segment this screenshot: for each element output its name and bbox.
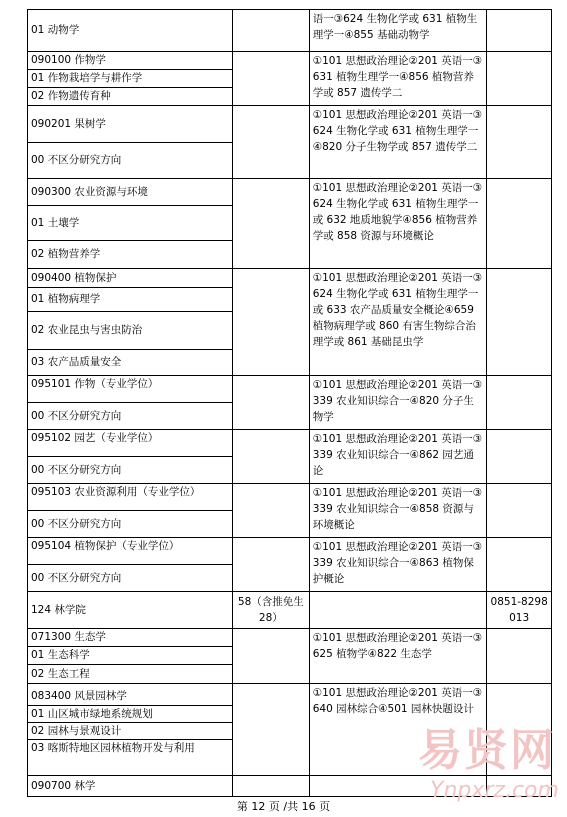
program-name: 095101 作物（专业学位） [31, 378, 159, 390]
program-cell [28, 484, 233, 538]
exam-subjects [309, 592, 487, 629]
program-row [28, 376, 552, 430]
program-row [28, 538, 552, 592]
exam-subjects: ①101 思想政治理论②201 英语一③624 生物化学或 631 植物生理学一④820 分子生物学或 857 遗传学二 [309, 106, 487, 179]
program-row [28, 10, 552, 52]
exam-subjects: ①101 思想政治理论②201 英语一③339 农业知识综合一④863 植物保护概论 [309, 538, 487, 592]
enrollment-plan [232, 179, 309, 269]
program-row [28, 179, 552, 269]
contact-phone [487, 269, 552, 376]
program-name: 03 农产品质量安全 [28, 349, 232, 375]
contact-phone [487, 179, 552, 269]
program-cell [28, 430, 233, 484]
contact-phone [487, 629, 552, 684]
program-name: 01 生态科学 [28, 646, 232, 664]
enrollment-plan [232, 629, 309, 684]
program-name: 00 不区分研究方向 [28, 564, 232, 591]
program-name: 090700 林学 [31, 780, 96, 792]
program-table-body [28, 10, 552, 797]
program-name: 090100 作物学 [31, 54, 106, 66]
contact-phone [487, 10, 552, 52]
program-row [28, 430, 552, 484]
page-footer: 第 12 页 /共 16 页 [236, 800, 331, 813]
program-name: 071300 生态学 [31, 631, 106, 643]
enrollment-plan [232, 430, 309, 484]
program-name: 00 不区分研究方向 [28, 142, 232, 178]
program-table [27, 9, 552, 797]
program-row [28, 592, 552, 629]
program-name: 095104 植物保护（专业学位） [31, 540, 180, 552]
program-cell [28, 684, 233, 776]
exam-subjects: ①101 思想政治理论②201 英语一③339 农业知识综合一④820 分子生物学 [309, 376, 487, 430]
exam-subjects: ①101 思想政治理论②201 英语一③624 生物化学或 631 植物生理学一或 632 地质地貌学④856 植物营养学或 858 资源与环境概论 [309, 179, 487, 269]
program-name: 01 动物学 [31, 24, 80, 36]
watermark-logo [418, 726, 563, 811]
contact-phone [487, 484, 552, 538]
program-name: 090201 果树学 [31, 118, 106, 130]
contact-phone [487, 430, 552, 484]
program-name: 02 园林与景观设计 [28, 722, 232, 739]
program-name: 083400 风景园林学 [31, 690, 127, 702]
enrollment-plan: 58（含推免生 28） [232, 592, 309, 629]
contact-phone [487, 52, 552, 106]
enrollment-plan [232, 269, 309, 376]
program-row [28, 106, 552, 179]
program-name: 02 生态工程 [28, 664, 232, 683]
contact-phone [487, 106, 552, 179]
program-cell [28, 376, 233, 430]
watermark-title: 易贤网 [418, 725, 556, 776]
program-cell [28, 776, 233, 797]
program-name: 02 作物遗传育种 [28, 87, 232, 105]
enrollment-plan [232, 376, 309, 430]
exam-subjects: ①101 思想政治理论②201 英语一③640 园林综合④501 园林快题设计 [309, 684, 487, 776]
enrollment-plan [232, 684, 309, 776]
program-cell [28, 179, 233, 269]
contact-phone [487, 538, 552, 592]
program-name: 01 作物栽培学与耕作学 [28, 69, 232, 87]
program-cell [28, 592, 233, 629]
exam-subjects: ①101 思想政治理论②201 英语一③339 农业知识综合一④858 资源与环境概论 [309, 484, 487, 538]
program-name: 124 林学院 [31, 604, 86, 616]
program-cell [28, 269, 233, 376]
program-cell [28, 538, 233, 592]
exam-subjects: ①101 思想政治理论②201 英语一③339 农业知识综合一④862 园艺通论 [309, 430, 487, 484]
watermark-url: Ynpxrz.com [430, 778, 559, 803]
enrollment-plan [232, 52, 309, 106]
admissions-table-page [27, 9, 552, 797]
program-row [28, 629, 552, 684]
program-name: 02 农业昆虫与害虫防治 [28, 311, 232, 349]
program-cell [28, 52, 233, 106]
enrollment-plan [232, 106, 309, 179]
program-name: 00 不区分研究方向 [28, 456, 232, 483]
program-name: 095103 农业资源利用（专业学位） [31, 486, 201, 498]
contact-phone [487, 376, 552, 430]
program-name: 03 喀斯特地区园林植物开发与利用 [28, 739, 232, 771]
program-name: 01 植物病理学 [28, 287, 232, 311]
program-row [28, 269, 552, 376]
program-name: 02 植物营养学 [28, 240, 232, 268]
enrollment-plan [232, 484, 309, 538]
enrollment-plan [232, 538, 309, 592]
enrollment-plan [232, 10, 309, 52]
program-cell [28, 106, 233, 179]
program-cell [28, 10, 233, 52]
program-name: 01 土壤学 [28, 205, 232, 240]
exam-subjects: 语一③624 生物化学或 631 植物生理学一④855 基础动物学 [309, 10, 487, 52]
program-name: 01 山区城市绿地系统规划 [28, 705, 232, 722]
exam-subjects: ①101 思想政治理论②201 英语一③631 植物生理学一④856 植物营养学或 857 遗传学二 [309, 52, 487, 106]
program-name: 095102 园艺（专业学位） [31, 432, 159, 444]
exam-subjects: ①101 思想政治理论②201 英语一③625 植物学④822 生态学 [309, 629, 487, 684]
enrollment-plan [232, 776, 309, 797]
program-row [28, 52, 552, 106]
program-row [28, 484, 552, 538]
contact-phone: 0851-8298013 [487, 592, 552, 629]
program-name: 090300 农业资源与环境 [31, 186, 148, 198]
program-name: 00 不区分研究方向 [28, 402, 232, 429]
exam-subjects: ①101 思想政治理论②201 英语一③624 生物化学或 631 植物生理学一或 633 农产品质量安全概论④659 植物病理学或 860 有害生物综合治理学或 861 基础昆虫学 [309, 269, 487, 376]
program-name: 00 不区分研究方向 [28, 510, 232, 537]
program-cell [28, 629, 233, 684]
program-name: 090400 植物保护 [31, 272, 117, 284]
